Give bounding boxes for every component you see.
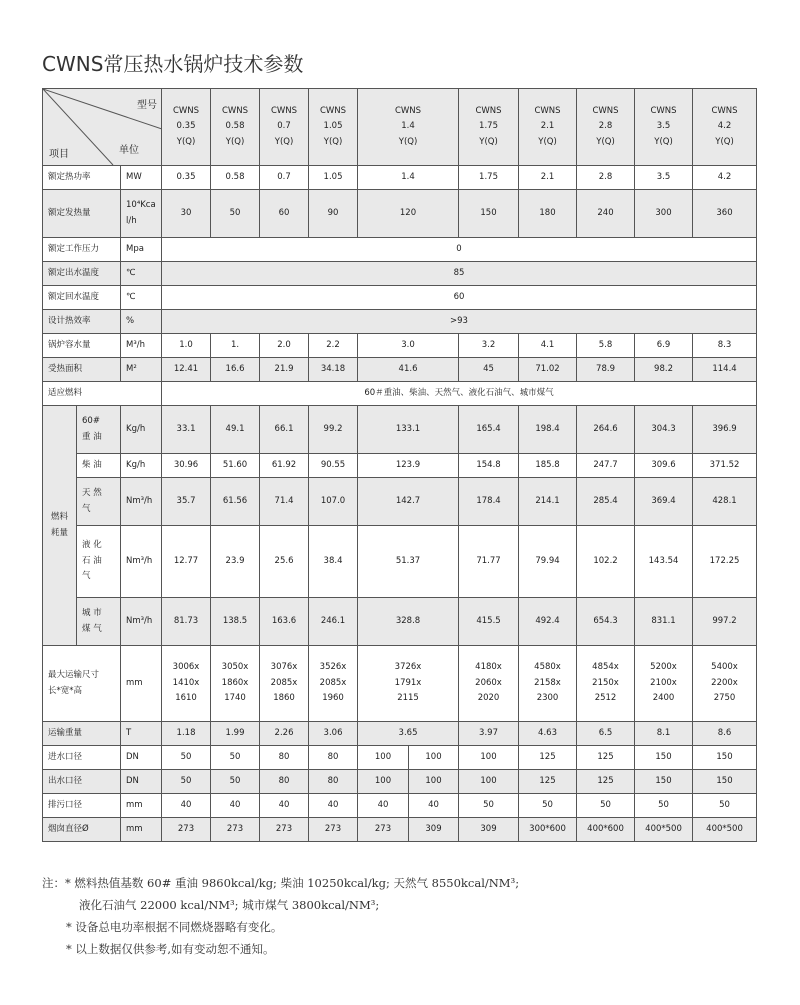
table-row xyxy=(43,818,757,842)
model-header: CWNS 1.75 Y(Q) xyxy=(459,89,519,166)
model-label: 型号 xyxy=(137,100,157,111)
cell: 79.94 xyxy=(519,526,577,598)
row-label: 受热面积 xyxy=(43,358,121,382)
cell: 273 xyxy=(358,818,409,842)
model-header: CWNS 4.2 Y(Q) xyxy=(693,89,757,166)
cell: 40 xyxy=(260,794,309,818)
cell: 415.5 xyxy=(459,598,519,646)
table-row xyxy=(43,598,757,646)
cell: 150 xyxy=(635,746,693,770)
cell: 3.0 xyxy=(358,334,459,358)
cell: 40 xyxy=(211,794,260,818)
note-line: * 以上数据仅供参考,如有变动恕不通知。 xyxy=(66,942,275,956)
cell: 3.65 xyxy=(358,722,459,746)
cell: 50 xyxy=(162,770,211,794)
row-unit: T xyxy=(121,722,162,746)
cell: 400*500 xyxy=(635,818,693,842)
cell: 214.1 xyxy=(519,478,577,526)
cell: 4.63 xyxy=(519,722,577,746)
cell: 150 xyxy=(693,746,757,770)
row-label: 烟囱直径Ø xyxy=(43,818,121,842)
cell: 49.1 xyxy=(211,406,260,454)
page-title: CWNS常压热水锅炉技术参数 xyxy=(42,52,304,76)
model-header: CWNS 0.7 Y(Q) xyxy=(260,89,309,166)
cell: 3006x 1410x 1610 xyxy=(162,646,211,722)
cell: 51.60 xyxy=(211,454,260,478)
cell: 154.8 xyxy=(459,454,519,478)
table-row xyxy=(43,382,757,406)
cell: 12.77 xyxy=(162,526,211,598)
cell: 240 xyxy=(577,190,635,238)
cell: 185.8 xyxy=(519,454,577,478)
cell: 60 xyxy=(260,190,309,238)
row-label: 额定热功率 xyxy=(43,166,121,190)
table-row xyxy=(43,406,757,454)
cell: 1.0 xyxy=(162,334,211,358)
cell: 50 xyxy=(211,190,260,238)
row-unit: Mpa xyxy=(121,238,162,262)
cell: 40 xyxy=(162,794,211,818)
cell: 85 xyxy=(162,262,757,286)
cell: 3.97 xyxy=(459,722,519,746)
cell: 50 xyxy=(211,770,260,794)
cell: 100 xyxy=(409,746,459,770)
row-unit: 10⁴Kca l/h xyxy=(121,190,162,238)
cell: 100 xyxy=(409,770,459,794)
cell: 138.5 xyxy=(211,598,260,646)
cell: 30 xyxy=(162,190,211,238)
table-row xyxy=(43,478,757,526)
cell: 4180x 2060x 2020 xyxy=(459,646,519,722)
cell: 3726x 1791x 2115 xyxy=(358,646,459,722)
cell: 41.6 xyxy=(358,358,459,382)
model-header: CWNS 0.58 Y(Q) xyxy=(211,89,260,166)
cell: 3.2 xyxy=(459,334,519,358)
cell: 5200x 2100x 2400 xyxy=(635,646,693,722)
cell: 3076x 2085x 1860 xyxy=(260,646,309,722)
table-row xyxy=(43,794,757,818)
cell: 6.5 xyxy=(577,722,635,746)
cell: 71.77 xyxy=(459,526,519,598)
cell: 273 xyxy=(211,818,260,842)
cell: 107.0 xyxy=(309,478,358,526)
model-header: CWNS 1.4 Y(Q) xyxy=(358,89,459,166)
model-header: CWNS 3.5 Y(Q) xyxy=(635,89,693,166)
cell: 2.1 xyxy=(519,166,577,190)
cell: 50 xyxy=(519,794,577,818)
cell: 125 xyxy=(519,770,577,794)
table-row xyxy=(43,310,757,334)
cell: 40 xyxy=(358,794,409,818)
cell: 25.6 xyxy=(260,526,309,598)
cell: 143.54 xyxy=(635,526,693,598)
cell: 428.1 xyxy=(693,478,757,526)
cell: 123.9 xyxy=(358,454,459,478)
cell: 34.18 xyxy=(309,358,358,382)
model-header: CWNS 2.8 Y(Q) xyxy=(577,89,635,166)
cell: 21.9 xyxy=(260,358,309,382)
cell: 3.06 xyxy=(309,722,358,746)
cell: 172.25 xyxy=(693,526,757,598)
row-label: 运输重量 xyxy=(43,722,121,746)
cell: 309 xyxy=(409,818,459,842)
row-unit: M² xyxy=(121,358,162,382)
cell: 61.56 xyxy=(211,478,260,526)
cell: 3526x 2085x 1960 xyxy=(309,646,358,722)
cell: 50 xyxy=(162,746,211,770)
table-row xyxy=(43,238,757,262)
row-unit: Kg/h xyxy=(121,406,162,454)
cell: 80 xyxy=(260,746,309,770)
cell: 102.2 xyxy=(577,526,635,598)
table-row xyxy=(43,526,757,598)
cell: 371.52 xyxy=(693,454,757,478)
cell: 4.2 xyxy=(693,166,757,190)
cell: 150 xyxy=(459,190,519,238)
unit-label: 单位 xyxy=(119,145,139,156)
cell: 3050x 1860x 1740 xyxy=(211,646,260,722)
table-row xyxy=(43,454,757,478)
row-unit: mm xyxy=(121,794,162,818)
table-row xyxy=(43,722,757,746)
cell: 4.1 xyxy=(519,334,577,358)
cell: 100 xyxy=(459,746,519,770)
cell: 165.4 xyxy=(459,406,519,454)
cell: 0.35 xyxy=(162,166,211,190)
cell: 8.1 xyxy=(635,722,693,746)
row-label: 城 市 煤 气 xyxy=(77,598,121,646)
cell: 2.2 xyxy=(309,334,358,358)
row-label: 天 然 气 xyxy=(77,478,121,526)
row-label: 设计热效率 xyxy=(43,310,121,334)
cell: 304.3 xyxy=(635,406,693,454)
cell: 30.96 xyxy=(162,454,211,478)
footnotes xyxy=(42,872,519,960)
cell: 5400x 2200x 2750 xyxy=(693,646,757,722)
cell: 328.8 xyxy=(358,598,459,646)
table-row xyxy=(43,746,757,770)
row-unit: MW xyxy=(121,166,162,190)
cell: 150 xyxy=(693,770,757,794)
cell: 1. xyxy=(211,334,260,358)
cell: 40 xyxy=(409,794,459,818)
model-header: CWNS 1.05 Y(Q) xyxy=(309,89,358,166)
row-unit: Nm³/h xyxy=(121,598,162,646)
row-unit: Kg/h xyxy=(121,454,162,478)
cell: 125 xyxy=(577,770,635,794)
row-unit: mm xyxy=(121,818,162,842)
cell: 2.0 xyxy=(260,334,309,358)
note-line: * 设备总电功率根据不同燃烧器略有变化。 xyxy=(66,920,283,934)
row-label: 额定回水温度 xyxy=(43,286,121,310)
row-unit: M³/h xyxy=(121,334,162,358)
cell: 50 xyxy=(459,794,519,818)
cell: 246.1 xyxy=(309,598,358,646)
cell: 120 xyxy=(358,190,459,238)
cell: 81.73 xyxy=(162,598,211,646)
table-row xyxy=(43,262,757,286)
table-row xyxy=(43,166,757,190)
cell: >93 xyxy=(162,310,757,334)
cell: 150 xyxy=(635,770,693,794)
cell: 8.6 xyxy=(693,722,757,746)
cell: 100 xyxy=(358,746,409,770)
cell: 98.2 xyxy=(635,358,693,382)
cell: 51.37 xyxy=(358,526,459,598)
cell: 831.1 xyxy=(635,598,693,646)
cell: 654.3 xyxy=(577,598,635,646)
item-label: 项目 xyxy=(49,149,69,160)
cell: 0.7 xyxy=(260,166,309,190)
spec-table xyxy=(42,88,757,842)
row-label: 出水口径 xyxy=(43,770,121,794)
row-label: 适应燃料 xyxy=(43,382,162,406)
cell: 90.55 xyxy=(309,454,358,478)
cell: 142.7 xyxy=(358,478,459,526)
cell: 198.4 xyxy=(519,406,577,454)
row-label: 锅炉容水量 xyxy=(43,334,121,358)
row-label: 柴 油 xyxy=(77,454,121,478)
table-row xyxy=(43,770,757,794)
row-unit: ℃ xyxy=(121,262,162,286)
cell: 125 xyxy=(519,746,577,770)
cell: 40 xyxy=(309,794,358,818)
cell: 5.8 xyxy=(577,334,635,358)
cell: 35.7 xyxy=(162,478,211,526)
cell: 45 xyxy=(459,358,519,382)
cell: 80 xyxy=(260,770,309,794)
cell: 50 xyxy=(211,746,260,770)
cell: 80 xyxy=(309,770,358,794)
cell: 264.6 xyxy=(577,406,635,454)
cell: 50 xyxy=(577,794,635,818)
cell: 997.2 xyxy=(693,598,757,646)
row-label: 额定工作压力 xyxy=(43,238,121,262)
cell: 99.2 xyxy=(309,406,358,454)
cell: 492.4 xyxy=(519,598,577,646)
row-unit: mm xyxy=(121,646,162,722)
row-label: 额定发热量 xyxy=(43,190,121,238)
cell: 23.9 xyxy=(211,526,260,598)
cell: 360 xyxy=(693,190,757,238)
row-unit: ℃ xyxy=(121,286,162,310)
cell: 60 xyxy=(162,286,757,310)
cell: 50 xyxy=(693,794,757,818)
row-unit: DN xyxy=(121,746,162,770)
cell: 71.4 xyxy=(260,478,309,526)
cell: 273 xyxy=(309,818,358,842)
cell: 178.4 xyxy=(459,478,519,526)
model-header: CWNS 0.35 Y(Q) xyxy=(162,89,211,166)
cell: 61.92 xyxy=(260,454,309,478)
cell: 400*500 xyxy=(693,818,757,842)
note-line: 注：* 燃料热值基数 60# 重油 9860kcal/kg; 柴油 10250kcal/kg; 天然气 8550kcal/NM³; xyxy=(42,876,520,890)
header-row xyxy=(43,89,757,166)
cell: 273 xyxy=(162,818,211,842)
cell: 0 xyxy=(162,238,757,262)
row-label: 排污口径 xyxy=(43,794,121,818)
cell: 1.4 xyxy=(358,166,459,190)
cell: 369.4 xyxy=(635,478,693,526)
cell: 1.99 xyxy=(211,722,260,746)
model-header: CWNS 2.1 Y(Q) xyxy=(519,89,577,166)
cell: 100 xyxy=(358,770,409,794)
row-unit: % xyxy=(121,310,162,334)
cell: 1.75 xyxy=(459,166,519,190)
cell: 1.05 xyxy=(309,166,358,190)
cell: 2.26 xyxy=(260,722,309,746)
cell: 1.18 xyxy=(162,722,211,746)
cell: 180 xyxy=(519,190,577,238)
cell: 300*600 xyxy=(519,818,577,842)
cell: 285.4 xyxy=(577,478,635,526)
table-row xyxy=(43,358,757,382)
cell: 247.7 xyxy=(577,454,635,478)
cell: 0.58 xyxy=(211,166,260,190)
cell: 80 xyxy=(309,746,358,770)
cell: 2.8 xyxy=(577,166,635,190)
row-label: 最大运输尺寸 长*宽*高 xyxy=(43,646,121,722)
row-unit: DN xyxy=(121,770,162,794)
note-line: 液化石油气 22000 kcal/NM³; 城市煤气 3800kcal/NM³; xyxy=(79,898,380,912)
table-row xyxy=(43,286,757,310)
cell: 114.4 xyxy=(693,358,757,382)
cell: 6.9 xyxy=(635,334,693,358)
cell: 396.9 xyxy=(693,406,757,454)
table-row xyxy=(43,646,757,722)
cell: 66.1 xyxy=(260,406,309,454)
table-row xyxy=(43,190,757,238)
cell: 309 xyxy=(459,818,519,842)
cell: 400*600 xyxy=(577,818,635,842)
cell: 8.3 xyxy=(693,334,757,358)
cell: 50 xyxy=(635,794,693,818)
cell: 300 xyxy=(635,190,693,238)
cell: 163.6 xyxy=(260,598,309,646)
cell: 100 xyxy=(459,770,519,794)
row-label: 额定出水温度 xyxy=(43,262,121,286)
header-diagonal-cell xyxy=(43,89,162,166)
cell: 60＃重油、柴油、天然气、液化石油气、城市煤气 xyxy=(162,382,757,406)
cell: 4854x 2150x 2512 xyxy=(577,646,635,722)
cell: 309.6 xyxy=(635,454,693,478)
cell: 38.4 xyxy=(309,526,358,598)
table-row xyxy=(43,334,757,358)
cell: 4580x 2158x 2300 xyxy=(519,646,577,722)
row-label: 液 化 石 油 气 xyxy=(77,526,121,598)
cell: 133.1 xyxy=(358,406,459,454)
row-label: 进水口径 xyxy=(43,746,121,770)
row-unit: Nm³/h xyxy=(121,478,162,526)
cell: 78.9 xyxy=(577,358,635,382)
fuel-consumption-group-label: 燃料 耗量 xyxy=(43,406,77,646)
cell: 12.41 xyxy=(162,358,211,382)
cell: 3.5 xyxy=(635,166,693,190)
row-unit: Nm³/h xyxy=(121,526,162,598)
cell: 16.6 xyxy=(211,358,260,382)
cell: 125 xyxy=(577,746,635,770)
cell: 273 xyxy=(260,818,309,842)
cell: 90 xyxy=(309,190,358,238)
cell: 71.02 xyxy=(519,358,577,382)
row-label: 60# 重 油 xyxy=(77,406,121,454)
cell: 33.1 xyxy=(162,406,211,454)
